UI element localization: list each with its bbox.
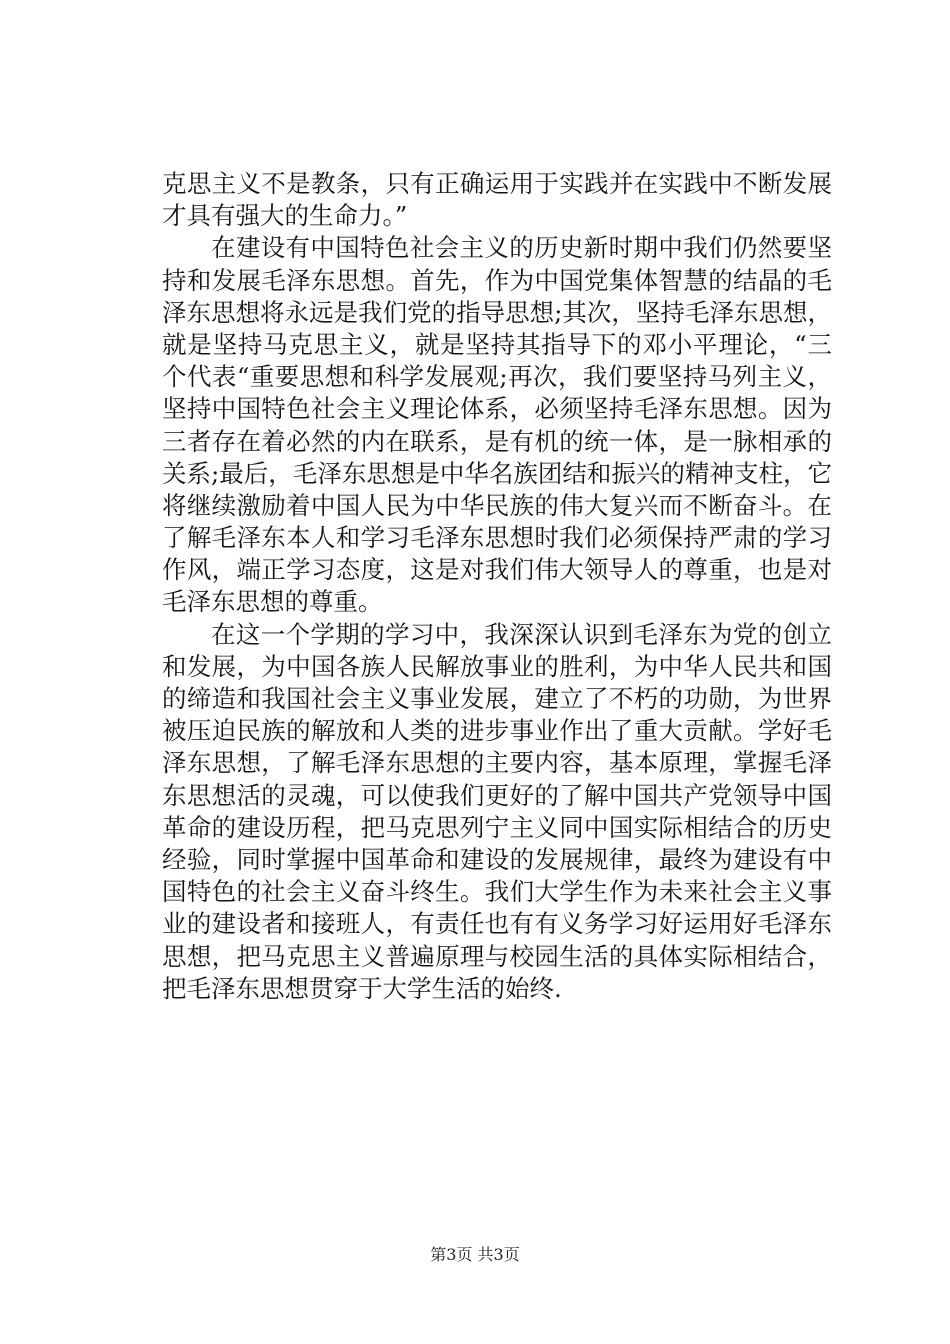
text-line: 革命的建设历程，把马克思列宁主义同中国实际相结合的历史 [162,812,832,842]
page-number-footer: 第3页 共3页 [430,1245,520,1264]
text-line: 将继续激励着中国人民为中华民族的伟大复兴而不断奋斗。在 [162,490,832,520]
text-line: 在建设有中国特色社会主义的历史新时期中我们仍然要坚 [211,233,832,263]
text-line: 泽东思想，了解毛泽东思想的主要内容，基本原理，掌握毛泽 [162,748,832,778]
text-line: 才具有强大的生命力。” [162,201,408,231]
text-line: 的缔造和我国社会主义事业发展，建立了不朽的功勋，为世界 [162,684,832,713]
text-line: 个代表“重要思想和科学发展观;再次，我们要坚持马列主义， [162,362,832,392]
text-line: 关系;最后，毛泽东思想是中华名族团结和振兴的精神支柱，它 [162,458,832,488]
text-line: 毛泽东思想的尊重。 [162,587,383,617]
text-line: 克思主义不是教条，只有正确运用于实践并在实践中不断发展 [162,169,832,198]
text-line: 东思想活的灵魂，可以使我们更好的了解中国共产党领导中国 [162,780,832,810]
text-line: 和发展，为中国各族人民解放事业的胜利，为中华人民共和国 [162,651,832,681]
text-line: 三者存在着必然的内在联系，是有机的统一体，是一脉相承的 [162,426,832,456]
text-line: 被压迫民族的解放和人类的进步事业作出了重大贡献。学好毛 [162,716,832,746]
text-line: 国特色的社会主义奋斗终生。我们大学生作为未来社会主义事 [162,877,832,907]
paragraph-2 [162,232,832,618]
text-line: 了解毛泽东本人和学习毛泽东思想时我们必须保持严肃的学习 [162,523,832,553]
paragraph-3 [162,619,832,1005]
text-line: 思想，把马克思主义普遍原理与校园生活的具体实际相结合， [162,941,832,971]
text-line: 作风，端正学习态度，这是对我们伟大领导人的尊重，也是对 [162,555,832,585]
text-line: 经验，同时掌握中国革命和建设的发展规律，最终为建设有中 [162,844,832,874]
text-line: 持和发展毛泽东思想。首先，作为中国党集体智慧的结晶的毛 [162,265,832,295]
text-line: 就是坚持马克思主义，就是坚持其指导下的邓小平理论，“三 [162,329,832,359]
document-body [162,168,832,1005]
text-line: 坚持中国特色社会主义理论体系，必须坚持毛泽东思想。因为 [162,394,832,424]
paragraph-1 [162,168,832,232]
text-line: 把毛泽东思想贯穿于大学生活的始终. [162,973,562,1003]
text-line: 在这一个学期的学习中，我深深认识到毛泽东为党的创立 [211,619,832,649]
text-line: 业的建设者和接班人，有责任也有有义务学习好运用好毛泽东 [162,909,832,939]
text-line: 泽东思想将永远是我们党的指导思想;其次，坚持毛泽东思想， [162,297,832,327]
